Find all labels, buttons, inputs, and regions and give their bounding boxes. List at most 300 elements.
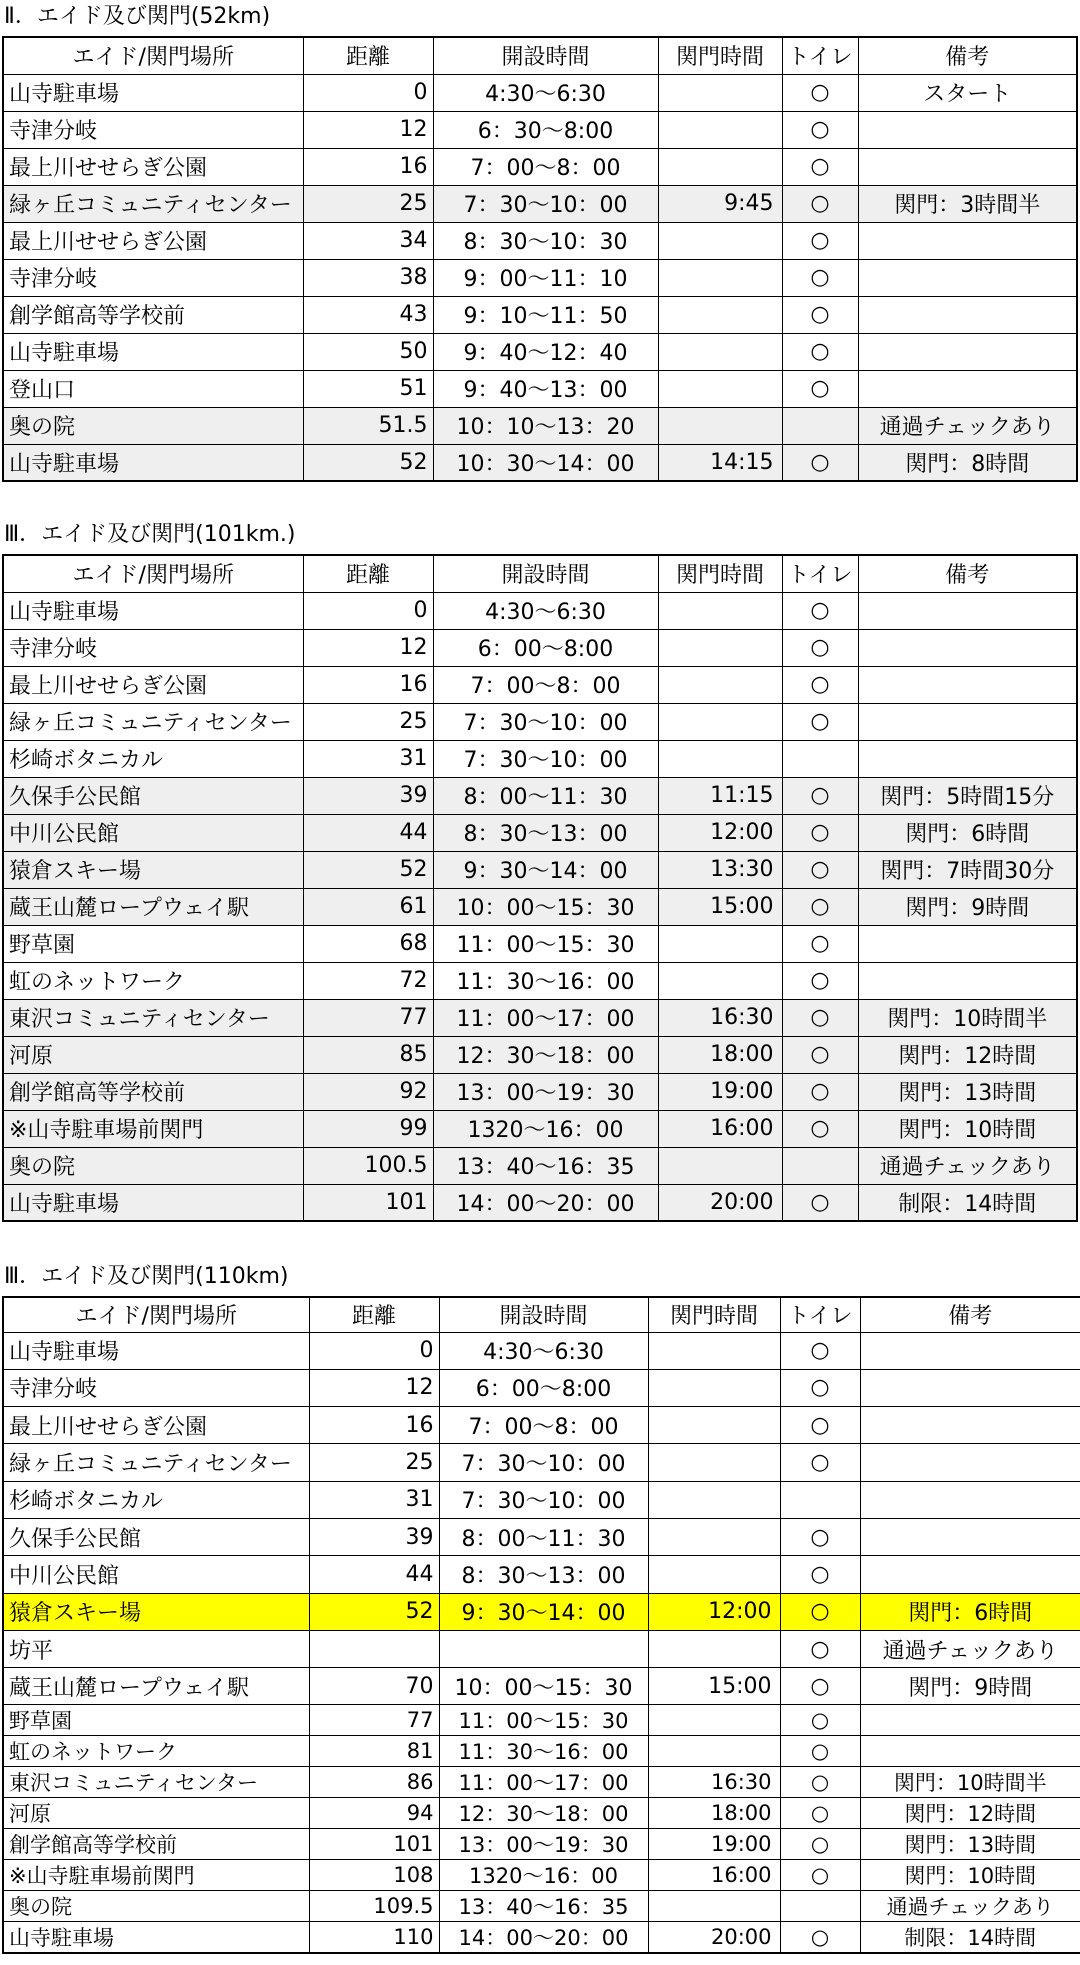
gate-time-cell: 19:00 xyxy=(648,1829,780,1860)
table-header xyxy=(3,555,1077,592)
toilet-cell: ○ xyxy=(780,1668,860,1705)
distance-cell: 12 xyxy=(303,629,433,666)
distance-cell: 61 xyxy=(303,888,433,925)
open-time-cell: 7：30～10：00 xyxy=(439,1481,648,1518)
distance-cell: 39 xyxy=(303,777,433,814)
open-time-cell: 13：40～16：35 xyxy=(439,1891,648,1922)
distance-cell: 51 xyxy=(303,370,433,407)
gate-time-cell xyxy=(648,1518,780,1555)
distance-cell: 101 xyxy=(309,1829,439,1860)
open-time-cell: 9：30～14：00 xyxy=(433,851,658,888)
note-cell xyxy=(858,222,1077,259)
place-cell: 山寺駐車場 xyxy=(3,333,303,370)
distance-cell: 0 xyxy=(309,1332,439,1369)
section-title: Ⅲ．エイド及び関門(110km) xyxy=(4,1264,289,1289)
open-time-cell: 8：30～10：30 xyxy=(433,222,658,259)
distance-cell: 81 xyxy=(309,1736,439,1767)
place-cell: 緑ヶ丘コミュニティセンター xyxy=(3,185,303,222)
gate-time-cell xyxy=(648,1556,780,1593)
toilet-cell xyxy=(782,407,858,444)
gate-time-cell: 19:00 xyxy=(658,1073,782,1110)
gate-time-cell: 18:00 xyxy=(648,1798,780,1829)
table-row xyxy=(3,925,1077,962)
distance-cell: 100.5 xyxy=(303,1147,433,1184)
place-cell: 中川公民館 xyxy=(3,814,303,851)
toilet-cell: ○ xyxy=(782,999,858,1036)
toilet-cell: ○ xyxy=(780,1630,860,1667)
open-time-cell: 9：10～11：50 xyxy=(433,296,658,333)
header-row xyxy=(3,555,1077,592)
toilet-cell: ○ xyxy=(782,925,858,962)
place-cell: 寺津分岐 xyxy=(3,1369,309,1406)
table-row xyxy=(3,222,1077,259)
distance-cell: 16 xyxy=(303,148,433,185)
note-cell: 関門：12時間 xyxy=(858,1036,1077,1073)
note-cell: 関門：12時間 xyxy=(860,1798,1080,1829)
table-row xyxy=(3,1147,1077,1184)
column-header: 開設時間 xyxy=(433,555,658,592)
toilet-cell: ○ xyxy=(782,1184,858,1221)
toilet-cell: ○ xyxy=(782,74,858,111)
place-cell: 虹のネットワーク xyxy=(3,962,303,999)
table-row xyxy=(3,1798,1080,1829)
note-cell xyxy=(860,1518,1080,1555)
header-row xyxy=(3,37,1077,74)
distance-cell: 94 xyxy=(309,1798,439,1829)
table-row xyxy=(3,666,1077,703)
place-cell: ※山寺駐車場前関門 xyxy=(3,1860,309,1891)
table-row xyxy=(3,1481,1080,1518)
gate-time-cell: 16:30 xyxy=(648,1767,780,1798)
table-row xyxy=(3,1332,1080,1369)
distance-cell: 86 xyxy=(309,1767,439,1798)
open-time-cell: 6：00～8:00 xyxy=(439,1369,648,1406)
table-row xyxy=(3,629,1077,666)
open-time-cell: 6：30～8:00 xyxy=(433,111,658,148)
column-header: エイド/関門場所 xyxy=(3,1297,309,1332)
open-time-cell: 8：00～11：30 xyxy=(439,1518,648,1555)
gate-time-cell xyxy=(648,1444,780,1481)
column-header: エイド/関門場所 xyxy=(3,555,303,592)
gate-time-cell: 15:00 xyxy=(658,888,782,925)
table-row xyxy=(3,1073,1077,1110)
note-cell xyxy=(858,259,1077,296)
note-cell xyxy=(858,592,1077,629)
toilet-cell: ○ xyxy=(780,1407,860,1444)
table-row xyxy=(3,1860,1080,1891)
toilet-cell: ○ xyxy=(780,1518,860,1555)
gate-time-cell: 16:00 xyxy=(648,1860,780,1891)
place-cell: 野草園 xyxy=(3,1705,309,1736)
table-row xyxy=(3,1444,1080,1481)
note-cell: 通過チェックあり xyxy=(860,1891,1080,1922)
open-time-cell: 4:30～6:30 xyxy=(439,1332,648,1369)
toilet-cell: ○ xyxy=(782,222,858,259)
place-cell: 中川公民館 xyxy=(3,1556,309,1593)
place-cell: 緑ヶ丘コミュニティセンター xyxy=(3,1444,309,1481)
gate-time-cell xyxy=(648,1630,780,1667)
gate-time-cell xyxy=(658,703,782,740)
gate-time-cell xyxy=(658,407,782,444)
column-header: 距離 xyxy=(309,1297,439,1332)
table-row xyxy=(3,1036,1077,1073)
toilet-cell: ○ xyxy=(782,148,858,185)
place-cell: 山寺駐車場 xyxy=(3,1184,303,1221)
column-header: 備考 xyxy=(860,1297,1080,1332)
table-row xyxy=(3,148,1077,185)
distance-cell: 31 xyxy=(309,1481,439,1518)
distance-cell: 31 xyxy=(303,740,433,777)
place-cell: 奥の院 xyxy=(3,407,303,444)
table-row xyxy=(3,333,1077,370)
distance-cell: 0 xyxy=(303,74,433,111)
toilet-cell: ○ xyxy=(782,1036,858,1073)
distance-cell: 51.5 xyxy=(303,407,433,444)
distance-cell: 101 xyxy=(303,1184,433,1221)
open-time-cell: 7：30～10：00 xyxy=(433,185,658,222)
gate-time-cell xyxy=(648,1407,780,1444)
open-time-cell: 10：00～15：30 xyxy=(433,888,658,925)
table-row xyxy=(3,444,1077,481)
note-cell: 関門：7時間30分 xyxy=(858,851,1077,888)
table-row xyxy=(3,259,1077,296)
table-row xyxy=(3,1630,1080,1667)
note-cell xyxy=(858,962,1077,999)
open-time-cell: 9：00～11：10 xyxy=(433,259,658,296)
table-row xyxy=(3,1110,1077,1147)
toilet-cell: ○ xyxy=(782,814,858,851)
open-time-cell: 11：00～17：00 xyxy=(439,1767,648,1798)
note-cell: 通過チェックあり xyxy=(858,1147,1077,1184)
toilet-cell: ○ xyxy=(782,851,858,888)
note-cell: 制限：14時間 xyxy=(858,1184,1077,1221)
table-row xyxy=(3,407,1077,444)
table-body xyxy=(3,1332,1080,1953)
toilet-cell: ○ xyxy=(782,703,858,740)
note-cell xyxy=(858,925,1077,962)
open-time-cell: 11：00～15：30 xyxy=(439,1705,648,1736)
note-cell: 関門：6時間 xyxy=(858,814,1077,851)
column-header: 備考 xyxy=(858,37,1077,74)
distance-cell: 25 xyxy=(303,185,433,222)
open-time-cell: 8：30～13：00 xyxy=(439,1556,648,1593)
toilet-cell xyxy=(780,1891,860,1922)
gate-time-cell xyxy=(648,1736,780,1767)
open-time-cell: 11：30～16：00 xyxy=(439,1736,648,1767)
gate-time-cell xyxy=(658,148,782,185)
table-row xyxy=(3,370,1077,407)
place-cell: 久保手公民館 xyxy=(3,1518,309,1555)
table-row xyxy=(3,1922,1080,1954)
open-time-cell: 13：00～19：30 xyxy=(439,1829,648,1860)
gate-time-cell: 16:30 xyxy=(658,999,782,1036)
note-cell xyxy=(858,666,1077,703)
place-cell: 登山口 xyxy=(3,370,303,407)
table-row xyxy=(3,1556,1080,1593)
distance-cell: 44 xyxy=(309,1556,439,1593)
distance-cell: 12 xyxy=(309,1369,439,1406)
place-cell: 創学館高等学校前 xyxy=(3,1073,303,1110)
open-time-cell: 4:30～6:30 xyxy=(433,74,658,111)
distance-cell: 25 xyxy=(303,703,433,740)
distance-cell: 12 xyxy=(303,111,433,148)
gate-time-cell xyxy=(658,925,782,962)
distance-cell: 99 xyxy=(303,1110,433,1147)
distance-cell: 25 xyxy=(309,1444,439,1481)
open-time-cell: 10：10～13：20 xyxy=(433,407,658,444)
toilet-cell: ○ xyxy=(782,666,858,703)
column-header: 開設時間 xyxy=(439,1297,648,1332)
place-cell: 創学館高等学校前 xyxy=(3,296,303,333)
table-row xyxy=(3,1369,1080,1406)
place-cell: 寺津分岐 xyxy=(3,111,303,148)
note-cell: 関門：9時間 xyxy=(860,1668,1080,1705)
place-cell: ※山寺駐車場前関門 xyxy=(3,1110,303,1147)
open-time-cell: 12：30～18：00 xyxy=(439,1798,648,1829)
place-cell: 河原 xyxy=(3,1036,303,1073)
gate-time-cell xyxy=(658,259,782,296)
open-time-cell: 1320～16：00 xyxy=(433,1110,658,1147)
open-time-cell: 7：30～10：00 xyxy=(433,740,658,777)
toilet-cell: ○ xyxy=(780,1798,860,1829)
open-time-cell: 6：00～8:00 xyxy=(433,629,658,666)
place-cell: 寺津分岐 xyxy=(3,629,303,666)
toilet-cell: ○ xyxy=(782,333,858,370)
toilet-cell: ○ xyxy=(780,1705,860,1736)
gate-time-cell: 11:15 xyxy=(658,777,782,814)
toilet-cell: ○ xyxy=(782,444,858,481)
column-header: トイレ xyxy=(780,1297,860,1332)
table-row xyxy=(3,888,1077,925)
place-cell: 猿倉スキー場 xyxy=(3,1593,309,1630)
distance-cell: 70 xyxy=(309,1668,439,1705)
note-cell xyxy=(858,740,1077,777)
open-time-cell xyxy=(439,1630,648,1667)
place-cell: 創学館高等学校前 xyxy=(3,1829,309,1860)
note-cell xyxy=(858,629,1077,666)
note-cell xyxy=(860,1736,1080,1767)
note-cell: 関門：10時間 xyxy=(858,1110,1077,1147)
note-cell xyxy=(858,703,1077,740)
table-header xyxy=(3,37,1077,74)
toilet-cell: ○ xyxy=(782,296,858,333)
open-time-cell: 9：40～12：40 xyxy=(433,333,658,370)
column-header: エイド/関門場所 xyxy=(3,37,303,74)
note-cell xyxy=(860,1332,1080,1369)
gate-time-cell: 20:00 xyxy=(648,1922,780,1954)
place-cell: 山寺駐車場 xyxy=(3,592,303,629)
open-time-cell: 7：00～8：00 xyxy=(439,1407,648,1444)
open-time-cell: 13：00～19：30 xyxy=(433,1073,658,1110)
place-cell: 最上川せせらぎ公園 xyxy=(3,222,303,259)
gate-time-cell xyxy=(658,592,782,629)
distance-cell: 85 xyxy=(303,1036,433,1073)
note-cell: 関門：6時間 xyxy=(860,1593,1080,1630)
gate-time-cell: 14:15 xyxy=(658,444,782,481)
gate-time-cell xyxy=(658,74,782,111)
note-cell: 関門：10時間 xyxy=(860,1860,1080,1891)
distance-cell: 52 xyxy=(303,851,433,888)
note-cell xyxy=(860,1556,1080,1593)
column-header: トイレ xyxy=(782,555,858,592)
table-row xyxy=(3,592,1077,629)
gate-time-cell xyxy=(648,1481,780,1518)
gate-time-cell xyxy=(658,370,782,407)
table-row xyxy=(3,703,1077,740)
aid-station-table xyxy=(2,1296,1080,1954)
gate-time-cell: 16:00 xyxy=(658,1110,782,1147)
place-cell: 奥の院 xyxy=(3,1891,309,1922)
distance-cell: 72 xyxy=(303,962,433,999)
toilet-cell: ○ xyxy=(780,1829,860,1860)
note-cell xyxy=(858,148,1077,185)
open-time-cell: 7：00～8：00 xyxy=(433,148,658,185)
gate-time-cell: 12:00 xyxy=(648,1593,780,1630)
table-row xyxy=(3,1668,1080,1705)
table-row xyxy=(3,1891,1080,1922)
toilet-cell: ○ xyxy=(780,1736,860,1767)
toilet-cell: ○ xyxy=(780,1369,860,1406)
toilet-cell: ○ xyxy=(782,629,858,666)
toilet-cell: ○ xyxy=(782,111,858,148)
open-time-cell: 8：00～11：30 xyxy=(433,777,658,814)
open-time-cell: 8：30～13：00 xyxy=(433,814,658,851)
open-time-cell: 7：30～10：00 xyxy=(439,1444,648,1481)
note-cell xyxy=(858,370,1077,407)
place-cell: 最上川せせらぎ公園 xyxy=(3,148,303,185)
distance-cell: 0 xyxy=(303,592,433,629)
gate-time-cell xyxy=(648,1332,780,1369)
column-header: 関門時間 xyxy=(658,555,782,592)
gate-time-cell: 12:00 xyxy=(658,814,782,851)
open-time-cell: 14：00～20：00 xyxy=(433,1184,658,1221)
gate-time-cell xyxy=(658,1147,782,1184)
place-cell: 蔵王山麓ロープウェイ駅 xyxy=(3,888,303,925)
gate-time-cell xyxy=(658,962,782,999)
open-time-cell: 10：00～15：30 xyxy=(439,1668,648,1705)
distance-cell: 16 xyxy=(309,1407,439,1444)
note-cell xyxy=(860,1444,1080,1481)
gate-time-cell xyxy=(658,666,782,703)
toilet-cell: ○ xyxy=(780,1593,860,1630)
place-cell: 坊平 xyxy=(3,1630,309,1667)
distance-cell: 43 xyxy=(303,296,433,333)
distance-cell: 52 xyxy=(303,444,433,481)
table-row xyxy=(3,740,1077,777)
open-time-cell: 4:30～6:30 xyxy=(433,592,658,629)
table-row xyxy=(3,296,1077,333)
distance-cell: 109.5 xyxy=(309,1891,439,1922)
toilet-cell: ○ xyxy=(782,592,858,629)
column-header: 関門時間 xyxy=(658,37,782,74)
toilet-cell: ○ xyxy=(782,259,858,296)
table-row xyxy=(3,851,1077,888)
toilet-cell xyxy=(782,740,858,777)
gate-time-cell: 15:00 xyxy=(648,1668,780,1705)
toilet-cell: ○ xyxy=(780,1556,860,1593)
toilet-cell xyxy=(782,1147,858,1184)
note-cell: 制限：14時間 xyxy=(860,1922,1080,1954)
column-header: 関門時間 xyxy=(648,1297,780,1332)
note-cell xyxy=(860,1481,1080,1518)
place-cell: 久保手公民館 xyxy=(3,777,303,814)
table-row xyxy=(3,1518,1080,1555)
note-cell: 関門：9時間 xyxy=(858,888,1077,925)
table-row xyxy=(3,777,1077,814)
distance-cell: 34 xyxy=(303,222,433,259)
note-cell: 関門：8時間 xyxy=(858,444,1077,481)
note-cell: 関門：5時間15分 xyxy=(858,777,1077,814)
place-cell: 河原 xyxy=(3,1798,309,1829)
place-cell: 山寺駐車場 xyxy=(3,1922,309,1954)
note-cell xyxy=(858,111,1077,148)
table-row xyxy=(3,1736,1080,1767)
table-row xyxy=(3,1593,1080,1630)
table-row xyxy=(3,1407,1080,1444)
distance-cell: 77 xyxy=(309,1705,439,1736)
table-header xyxy=(3,1297,1080,1332)
gate-time-cell xyxy=(658,222,782,259)
toilet-cell: ○ xyxy=(782,185,858,222)
open-time-cell: 11：00～15：30 xyxy=(433,925,658,962)
place-cell: 山寺駐車場 xyxy=(3,444,303,481)
distance-cell: 52 xyxy=(309,1593,439,1630)
place-cell: 虹のネットワーク xyxy=(3,1736,309,1767)
toilet-cell: ○ xyxy=(780,1332,860,1369)
note-cell: 通過チェックあり xyxy=(860,1630,1080,1667)
toilet-cell: ○ xyxy=(782,1073,858,1110)
distance-cell xyxy=(309,1630,439,1667)
table-row xyxy=(3,1184,1077,1221)
distance-cell: 92 xyxy=(303,1073,433,1110)
place-cell: 最上川せせらぎ公園 xyxy=(3,1407,309,1444)
toilet-cell: ○ xyxy=(780,1860,860,1891)
gate-time-cell xyxy=(658,629,782,666)
table-row xyxy=(3,814,1077,851)
note-cell: スタート xyxy=(858,74,1077,111)
toilet-cell: ○ xyxy=(782,777,858,814)
toilet-cell: ○ xyxy=(782,1110,858,1147)
place-cell: 杉崎ボタニカル xyxy=(3,740,303,777)
note-cell xyxy=(858,296,1077,333)
place-cell: 野草園 xyxy=(3,925,303,962)
open-time-cell: 11：30～16：00 xyxy=(433,962,658,999)
table-row xyxy=(3,962,1077,999)
toilet-cell: ○ xyxy=(780,1767,860,1798)
toilet-cell: ○ xyxy=(782,370,858,407)
gate-time-cell xyxy=(648,1891,780,1922)
place-cell: 奥の院 xyxy=(3,1147,303,1184)
header-row xyxy=(3,1297,1080,1332)
distance-cell: 44 xyxy=(303,814,433,851)
section-title: Ⅲ．エイド及び関門(101km.) xyxy=(4,522,296,547)
distance-cell: 77 xyxy=(303,999,433,1036)
place-cell: 寺津分岐 xyxy=(3,259,303,296)
open-time-cell: 12：30～18：00 xyxy=(433,1036,658,1073)
toilet-cell: ○ xyxy=(780,1922,860,1954)
table-row xyxy=(3,74,1077,111)
note-cell: 通過チェックあり xyxy=(858,407,1077,444)
open-time-cell: 1320～16：00 xyxy=(439,1860,648,1891)
aid-station-table xyxy=(2,554,1078,1222)
gate-time-cell: 18:00 xyxy=(658,1036,782,1073)
toilet-cell: ○ xyxy=(782,888,858,925)
open-time-cell: 7：00～8：00 xyxy=(433,666,658,703)
note-cell: 関門：10時間半 xyxy=(860,1767,1080,1798)
gate-time-cell xyxy=(658,296,782,333)
note-cell: 関門：13時間 xyxy=(860,1829,1080,1860)
gate-time-cell xyxy=(658,111,782,148)
